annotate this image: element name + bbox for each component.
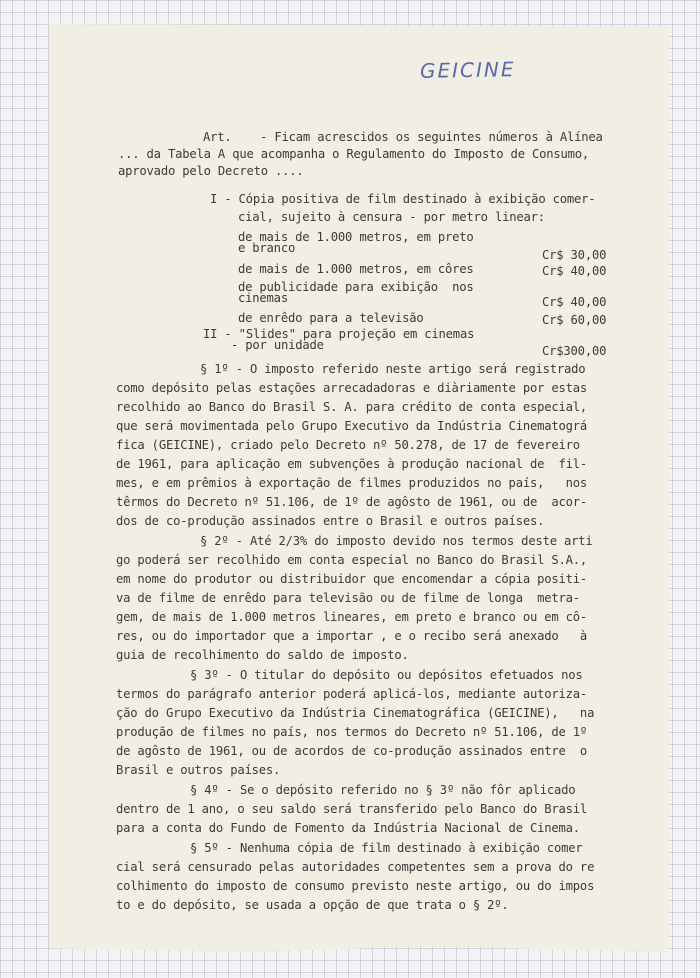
item-text: e branco — [238, 241, 296, 255]
paragraph-line: to e do depósito, se usada a opção de que trata o § 2º. — [116, 898, 509, 912]
paragraph-line: têrmos do Decreto nº 51.106, de 1º de agôsto de 1961, ou de acor- — [116, 495, 588, 509]
item-text: de mais de 1.000 metros, em preto — [238, 230, 474, 244]
paragraph-line: guia de recolhimento do saldo de imposto. — [116, 648, 409, 662]
item-text: I - Cópia positiva de film destinado à exibição comer- — [210, 192, 596, 206]
paragraph-line: produção de filmes no país, nos termos do Decreto nº 51.106, de 1º — [116, 725, 588, 739]
paragraph-line: § 3º - O titular do depósito ou depósitos efetuados nos — [190, 668, 583, 682]
paragraph-line: de 1961, para aplicação em subvenções à produção nacional de fil- — [116, 457, 588, 471]
paragraph-line: dos de co-produção assinados entre o Brasil e outros países. — [116, 514, 545, 528]
item-text: cinemas — [238, 291, 288, 305]
item-amount: Cr$ 40,00 — [542, 295, 607, 309]
paragraph-line: § 5º - Nenhuma cópia de film destinado à exibição comer — [190, 841, 583, 855]
paragraph-line: colhimento do imposto de consumo previsto neste artigo, ou do impos — [116, 879, 595, 893]
paragraph-line: termos do parágrafo anterior poderá aplicá-los, mediante autoriza- — [116, 687, 588, 701]
paragraph-line: gem, de mais de 1.000 metros lineares, em preto e branco ou em cô- — [116, 610, 588, 624]
paragraph-line: em nome do produtor ou distribuidor que encomendar a cópia positi- — [116, 572, 588, 586]
paragraph-line: ção do Grupo Executivo da Indústria Cinematográfica (GEICINE), na — [116, 706, 595, 720]
item-text: de mais de 1.000 metros, em côres — [238, 262, 474, 276]
item-text: - por unidade — [231, 338, 324, 352]
item-text: cial, sujeito à censura - por metro linear: — [238, 210, 545, 224]
item-amount: Cr$ 30,00 — [542, 248, 607, 262]
paragraph-line: § 1º - O imposto referido neste artigo será registrado — [200, 362, 586, 376]
paragraph-line: Brasil e outros países. — [116, 763, 281, 777]
paragraph-line: recolhido ao Banco do Brasil S. A. para crédito de conta especial, — [116, 400, 588, 414]
paragraph-line: fica (GEICINE), criado pelo Decreto nº 50.278, de 17 de fevereiro — [116, 438, 580, 452]
paragraph-line: dentro de 1 ano, o seu saldo será transferido pelo Banco do Brasil — [116, 802, 588, 816]
paragraph-line: cial será censurado pelas autoridades competentes sem a prova do re — [116, 860, 595, 874]
item-text: de publicidade para exibição nos — [238, 280, 474, 294]
item-amount: Cr$ 40,00 — [542, 264, 607, 278]
item-amount: Cr$300,00 — [542, 344, 607, 358]
item-text: II - "Slides" para projeção em cinemas — [203, 327, 475, 341]
header-line: ... da Tabela A que acompanha o Regulamento do Imposto de Consumo, — [118, 147, 590, 161]
paragraph-line: mes, e em prêmios à exportação de filmes produzidos no país, nos — [116, 476, 588, 490]
handwritten-annotation: GEICINE — [419, 57, 516, 83]
paragraph-line: de agôsto de 1961, ou de acordos de co-produção assinados entre o — [116, 744, 588, 758]
paragraph-line: que será movimentada pelo Grupo Executivo da Indústria Cinematográ — [116, 419, 588, 433]
header-line: aprovado pelo Decreto .... — [118, 164, 304, 178]
paragraph-line: para a conta do Fundo de Fomento da Indústria Nacional de Cinema. — [116, 821, 580, 835]
paragraph-line: como depósito pelas estações arrecadadoras e diàriamente por estas — [116, 381, 588, 395]
header-line: Art. - Ficam acrescidos os seguintes números à Alínea — [203, 130, 603, 144]
item-text: de enrêdo para a televisão — [238, 311, 424, 325]
paragraph-line: go poderá ser recolhido em conta especial no Banco do Brasil S.A., — [116, 553, 588, 567]
paragraph-line: § 2º - Até 2/3% do imposto devido nos termos deste arti — [200, 534, 593, 548]
paragraph-line: va de filme de enrêdo para televisão ou de filme de longa metra- — [116, 591, 580, 605]
paragraph-line: res, ou do importador que a importar , e o recibo será anexado à — [116, 629, 588, 643]
paragraph-line: § 4º - Se o depósito referido no § 3º não fôr aplicado — [190, 783, 576, 797]
item-amount: Cr$ 60,00 — [542, 313, 607, 327]
